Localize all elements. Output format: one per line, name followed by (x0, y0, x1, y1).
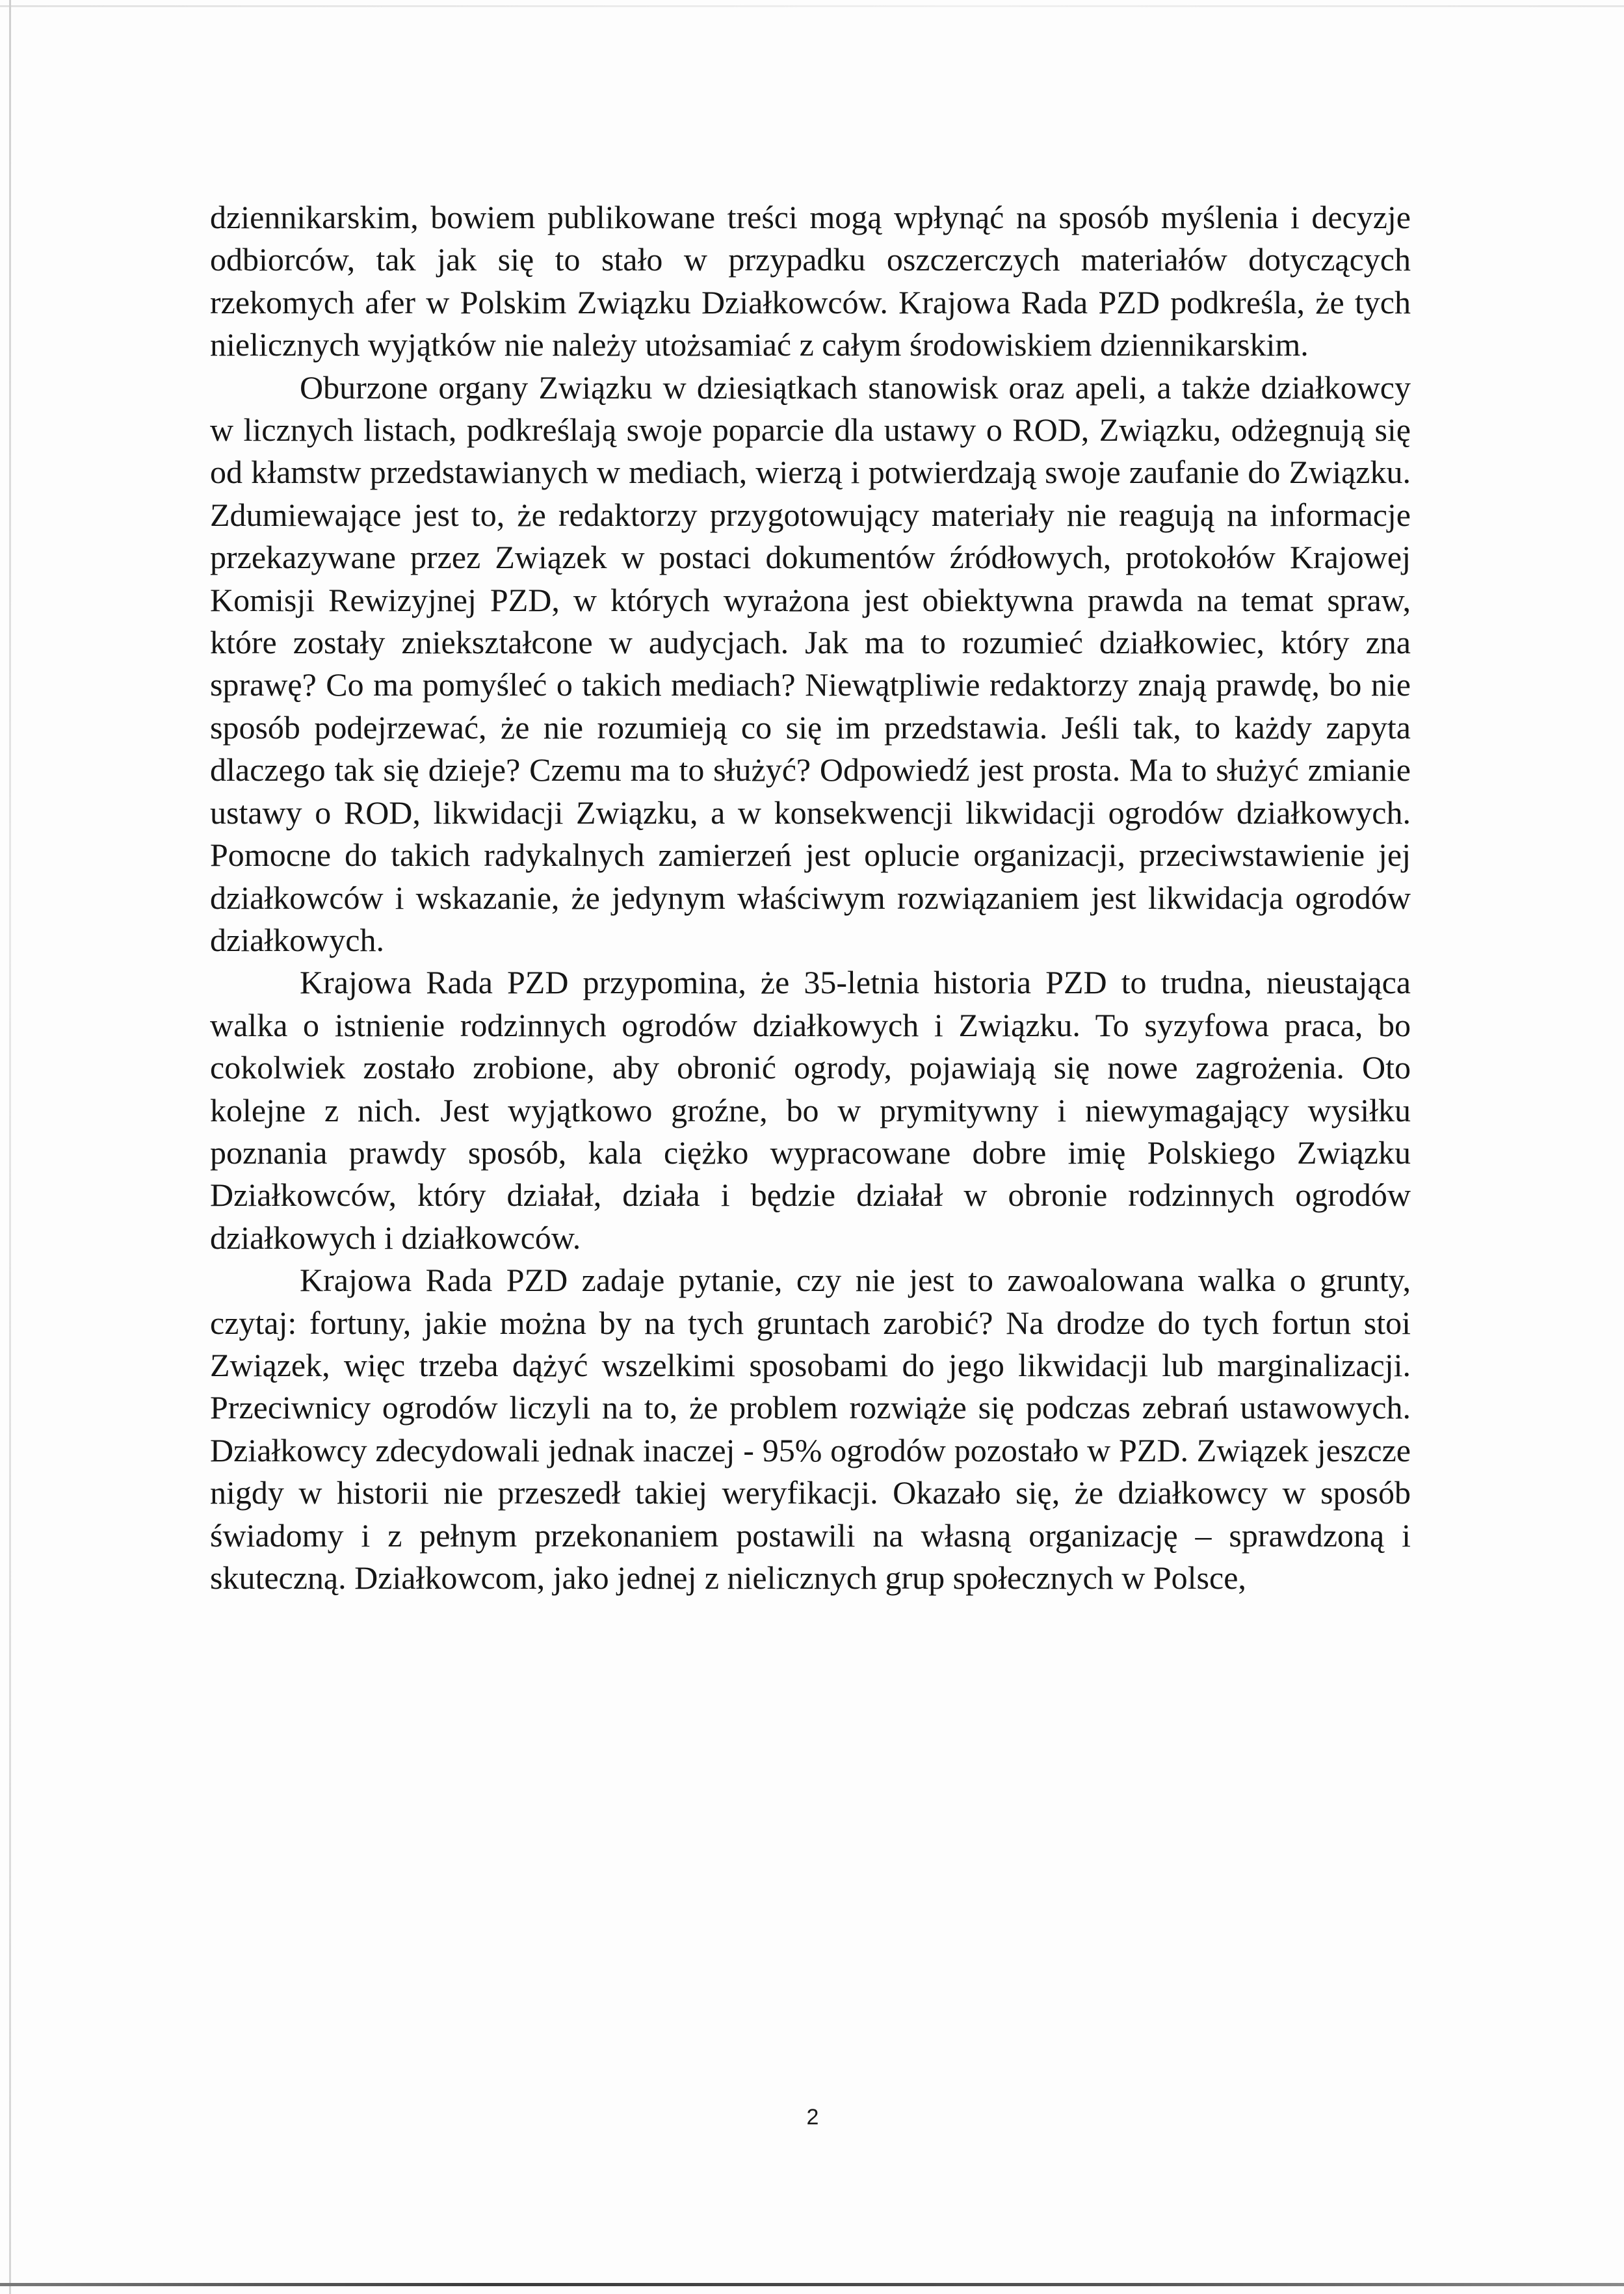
page-number: 2 (806, 2105, 819, 2130)
scan-edge-left (9, 0, 11, 2294)
body-text (210, 196, 1411, 1599)
paragraph: Krajowa Rada PZD przypomina, że 35-letnia historia PZD to trudna, nieustająca walka o istnienie rodzinnych ogrodów działkowych i Związku. To syzyfowa praca, bo cokolwiek zostało zrobione, aby obronić ogrody, pojawiają się nowe zagrożenia. Oto kolejne z nich. Jest wyjątkowo groźne, bo w prymitywny i niewymagający wysiłku poznania prawdy sposób, kala ciężko wypracowane dobre imię Polskiego Związku Działkowców, który działał, działa i będzie działał w obronie rodzinnych ogrodów działkowych i działkowców. (210, 964, 1411, 1256)
paragraph: Krajowa Rada PZD zadaje pytanie, czy nie jest to zawoalowana walka o grunty, czytaj: fortuny, jakie można by na tych gruntach zarobić? Na drodze do tych fortun stoi Związek, więc trzeba dążyć wszelkimi sposobami do jego likwidacji lub marginalizacji. Przeciwnicy ogrodów liczyli na to, że problem rozwiąże się podczas zebrań ustawowych. Działkowcy zdecydowali jednak inaczej - 95% ogrodów pozostało w PZD. Związek jeszcze nigdy w historii nie przeszedł takiej weryfikacji. Okazało się, że działkowcy w sposób świadomy i z pełnym przekonaniem postawili na własną organizację – sprawdzoną i skuteczną. Działkowcom, jako jednej z nielicznych grup społecznych w Polsce, (210, 1262, 1411, 1596)
paragraph: dziennikarskim, bowiem publikowane treści mogą wpłynąć na sposób myślenia i decyzje odbiorców, tak jak się to stało w przypadku oszczerczych materiałów dotyczących rzekomych afer w Polskim Związku Działkowców. Krajowa Rada PZD podkreśla, że tych nielicznych wyjątków nie należy utożsamiać z całym środowiskiem dziennikarskim. (210, 199, 1411, 363)
scan-edge-bottom (0, 2283, 1624, 2286)
scan-edge-top (0, 5, 1624, 7)
paragraph: Oburzone organy Związku w dziesiątkach stanowisk oraz apeli, a także działkowcy w licznych listach, podkreślają swoje poparcie dla ustawy o ROD, Związku, odżegnują się od kłamstw przedstawianych w mediach, wierzą i potwierdzają swoje zaufanie do Związku. Zdumiewające jest to, że redaktorzy przygotowujący materiały nie reagują na informacje przekazywane przez Związek w postaci dokumentów źródłowych, protokołów Krajowej Komisji Rewizyjnej PZD, w których wyrażona jest obiektywna prawda na temat spraw, które zostały zniekształcone w audycjach. Jak ma to rozumieć działkowiec, który zna sprawę? Co ma pomyśleć o takich mediach? Niewątpliwie redaktorzy znają prawdę, bo nie sposób podejrzewać, że nie rozumieją co się im przedstawia. Jeśli tak, to każdy zapyta dlaczego tak się dzieje? Czemu ma to służyć? Odpowiedź jest prosta. Ma to służyć zmianie ustawy o ROD, likwidacji Związku, a w konsekwencji likwidacji ogrodów działkowych. Pomocne do takich radykalnych zamierzeń jest oplucie organizacji, przeciwstawienie jej działkowców i wskazanie, że jedynym właściwym rozwiązaniem jest likwidacja ogrodów działkowych. (210, 369, 1411, 958)
